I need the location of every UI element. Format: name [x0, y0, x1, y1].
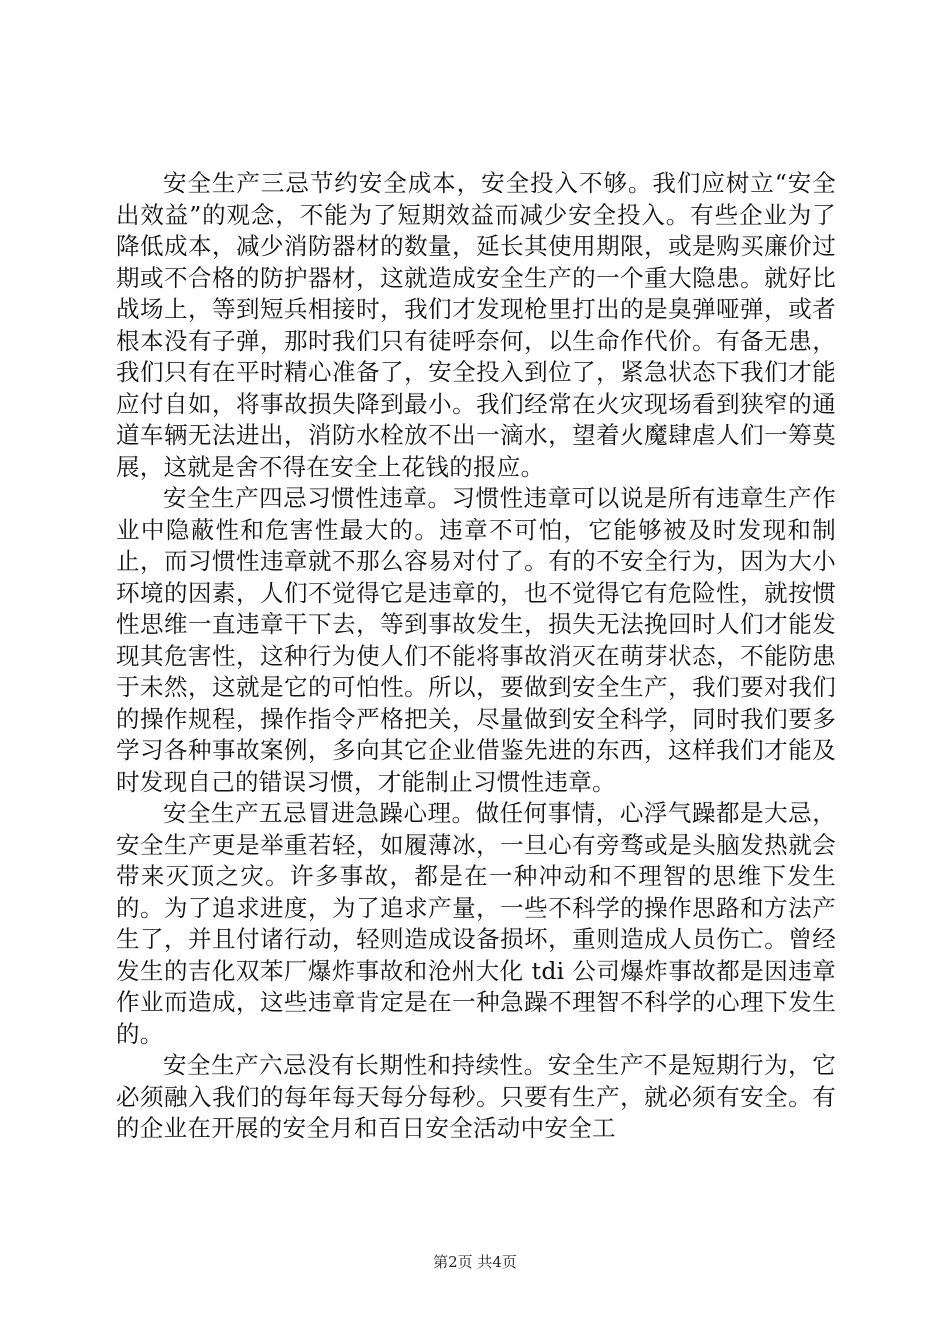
document-body — [116, 168, 836, 1145]
page-number-footer: 第2页 共4页 — [433, 1253, 517, 1271]
paragraph-safety-taboo-6: 安全生产六忌没有长期性和持续性。安全生产不是短期行为，它必须融入我们的每年每天每分每秒。只要有生产，就必须有安全。有的企业在开展的安全月和百日安全活动中安全工 — [116, 1051, 836, 1142]
paragraph-safety-taboo-5: 安全生产五忌冒进急躁心理。做任何事情，心浮气躁都是大忌，安全生产更是举重若轻，如履薄冰，一旦心有旁骛或是头脑发热就会带来灭顶之灾。许多事故，都是在一种冲动和不理智的思维下发生的。为了追求进度，为了追求产量，一些不科学的操作思路和方法产生了，并且付诸行动，轻则造成设备损坏，重则造成人员伤亡。曾经发生的吉化双苯厂爆炸事故和沧州大化 tdi 公司爆炸事故都是因违章作业而造成，这些违章肯定是在一种急躁不理智不科学的心理下发生的。 — [116, 799, 836, 1048]
paragraph-safety-taboo-3: 安全生产三忌节约安全成本，安全投入不够。我们应树立“安全出效益”的观念，不能为了短期效益而减少安全投入。有些企业为了降低成本，减少消防器材的数量，延长其使用期限，或是购买廉价过期或不合格的防护器材，这就造成安全生产的一个重大隐患。就好比战场上，等到短兵相接时，我们才发现枪里打出的是臭弹哑弹，或者根本没有子弹，那时我们只有徒呼奈何，以生命作代价。有备无患，我们只有在平时精心准备了，安全投入到位了，紧急状态下我们才能应付自如，将事故损失降到最小。我们经常在火灾现场看到狭窄的通道车辆无法进出，消防水栓放不出一滴水，望着火魔肆虐人们一筹莫展，这就是舍不得在安全上花钱的报应。 — [116, 169, 836, 481]
paragraph-safety-taboo-4: 安全生产四忌习惯性违章。习惯性违章可以说是所有违章生产作业中隐蔽性和危害性最大的。违章不可怕，它能够被及时发现和制止，而习惯性违章就不那么容易对付了。有的不安全行为，因为大小环境的因素，人们不觉得它是违章的，也不觉得它有危险性，就按惯性思维一直违章干下去，等到事故发生，损失无法挽回时人们才能发现其危害性，这种行为使人们不能将事故消灭在萌芽状态，不能防患于未然，这就是它的可怕性。所以，要做到安全生产，我们要对我们的操作规程，操作指令严格把关，尽量做到安全科学，同时我们要多学习各种事故案例，多向其它企业借鉴先进的东西，这样我们才能及时发现自己的错误习惯，才能制止习惯性违章。 — [116, 484, 836, 796]
